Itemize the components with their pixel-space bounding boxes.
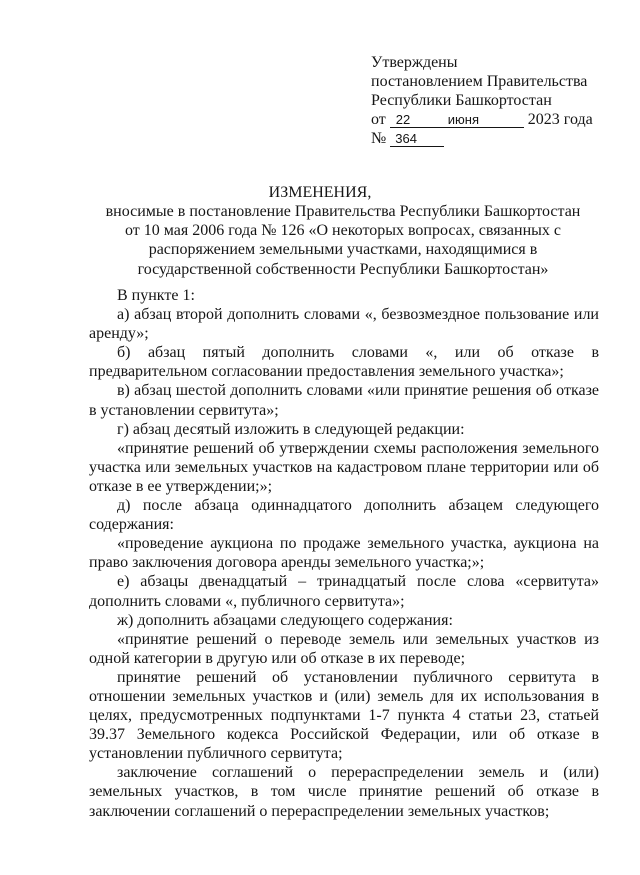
paragraph-item-d: д) после абзаца одиннадцатого дополнить абзацем следующего содержания:: [89, 497, 599, 534]
paragraph-item-e: е) абзацы двенадцатый – тринадцатый после слова «сервитута» дополнить словами «, публичного сервитута»;: [89, 573, 599, 610]
paragraph-item-zh-text-3: заключение соглашений о перераспределении земель и (или) земельных участков, в том числе принятие решений об отказе в заключении соглашений о перераспределении земельных участков;: [89, 764, 599, 820]
approval-line-approved: Утверждены: [371, 54, 458, 71]
approval-date-day: 22: [390, 112, 434, 128]
paragraph-item-v: в) абзац шестой дополнить словами «или принятие решения об отказе в установлении сервитута»;: [89, 382, 599, 419]
document-body: [89, 286, 599, 821]
paragraph-item-g-text: «принятие решений об утверждении схемы расположения земельного участка или земельных участков на кадастровом плане территории или об отказе в ее утверждении;»;: [89, 439, 599, 495]
approval-line-republic: Республики Башкортостан: [371, 92, 552, 109]
document-subtitle: вносимые в постановление Правительства Республики Башкортостан от 10 мая 2006 года № 126 «О некоторых вопросах, связанных с распоряжением земельными участками, находящимися в государственной собственности Республики Башкортостан»: [105, 203, 581, 278]
paragraph-item-g: г) абзац десятый изложить в следующей редакции:: [117, 420, 465, 438]
approval-number-prefix: №: [371, 130, 387, 147]
approval-date-year: 2023 года: [527, 111, 593, 128]
paragraph-item-b: б) абзац пятый дополнить словами «, или об отказе в предварительном согласовании предоставления земельного участка»;: [89, 344, 599, 381]
paragraph-item-a: а) абзац второй дополнить словами «, безвозмездное пользование или аренду»;: [89, 306, 599, 343]
paragraph-item-zh-text-1: «принятие решений о переводе земель или земельных участков из одной категории в другую или об отказе в их переводе;: [89, 630, 599, 667]
approval-date-prefix: от: [371, 111, 386, 128]
approval-date-month: июня: [434, 112, 524, 128]
approval-date-line: [371, 110, 611, 129]
paragraph-intro: В пункте 1:: [117, 287, 195, 304]
approval-line-resolution: постановлением Правительства: [371, 73, 588, 90]
document-title: ИЗМЕНЕНИЯ,: [268, 184, 372, 201]
paragraph-item-zh: ж) дополнить абзацами следующего содержания:: [117, 611, 453, 629]
approval-number-line: [371, 129, 611, 148]
approval-block: [371, 53, 611, 148]
paragraph-item-zh-text-2: принятие решений об установлении публичного сервитута в отношении земельных участков и (или) земель для их использования в целях, предусмотренных подпунктами 1-7 пункта 4 статьи 23, статьей 39.37 Земельного кодекса Российской Федерации, или об отказе в установлении публичного сервитута;: [89, 668, 599, 763]
paragraph-item-d-text: «проведение аукциона по продаже земельного участка, аукциона на право заключения договора аренды земельного участка;»;: [89, 535, 599, 572]
approval-number-value: 364: [390, 131, 444, 147]
